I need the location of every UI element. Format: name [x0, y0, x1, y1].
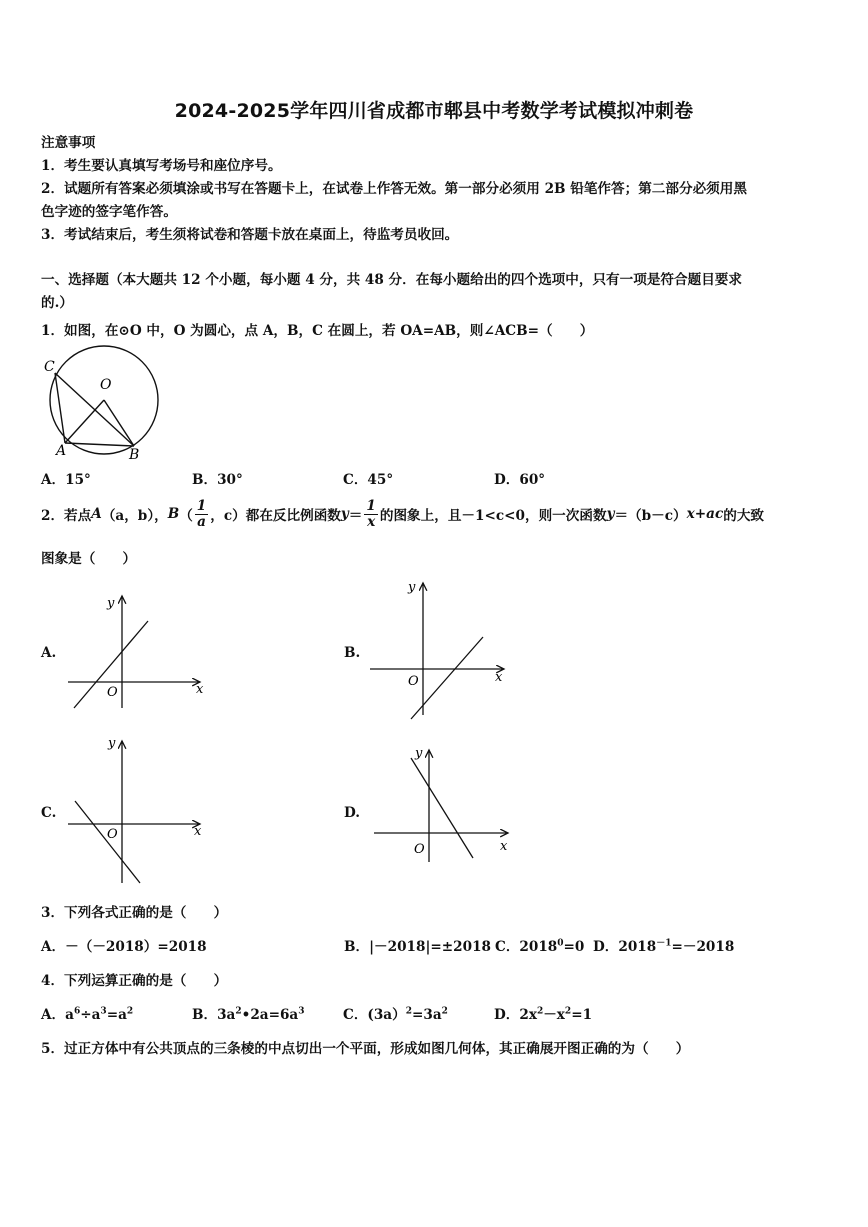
q2-graph-c — [60, 733, 220, 888]
q2-option-b-label: B. — [344, 645, 361, 661]
q2-text-3: （a，b）， — [101, 508, 168, 524]
segment-ca — [55, 373, 65, 443]
q4-option-c — [343, 1003, 448, 1023]
q3-option-c — [495, 935, 584, 955]
q4-d-1: D．2x — [494, 1007, 537, 1023]
notice-item-1: 1．考生要认真填写考场号和座位序号。 — [41, 158, 282, 174]
notice-item-2-cont: 色字迹的签字笔作答。 — [41, 204, 177, 220]
q3-c-base: C．2018 — [495, 939, 558, 955]
origin-label: O — [414, 842, 425, 857]
q2-text-6: ，c）都在反比例函数 — [210, 508, 341, 524]
origin-label: O — [408, 674, 419, 689]
q4-a-3: =a — [106, 1007, 127, 1023]
q4-a-2: ÷a — [80, 1007, 101, 1023]
q3-d-rest: =－2018 — [671, 939, 735, 955]
q4-b-1: B．3a — [192, 1007, 236, 1023]
q2-point-a: A — [91, 506, 102, 522]
q4-c-1: C．(3a） — [343, 1007, 406, 1023]
q4-a-exp2: 3 — [100, 1006, 107, 1017]
q3-c-exp: 0 — [557, 938, 564, 949]
origin-label: O — [107, 827, 118, 842]
q2-point-b: B — [167, 506, 180, 522]
q2-text-5: （ — [179, 508, 193, 524]
q2-fraction-1-over-x — [364, 499, 377, 530]
q4-option-a — [41, 1003, 133, 1023]
y-label: y — [108, 736, 116, 751]
q4-a-exp1: 6 — [73, 1006, 81, 1017]
q2-text-11: ＝（b－c） — [614, 508, 687, 524]
label-c: C — [44, 359, 55, 375]
x-label: x — [495, 670, 503, 685]
q4-c-exp2: 2 — [441, 1006, 448, 1017]
q2-text-9: 的图象上，且－1<c<0，则一次函数 — [379, 508, 607, 524]
q4-d-exp2: 2 — [564, 1006, 572, 1017]
q2-text-1: 2．若点 — [41, 508, 92, 524]
q2-var-y: y — [340, 506, 349, 522]
q2-fraction-1-over-a — [195, 499, 208, 530]
q3-d-base: D．2018 — [593, 939, 657, 955]
q4-b-2: •2a=6a — [241, 1007, 299, 1023]
graph-line — [411, 637, 483, 719]
q4-d-2: －x — [543, 1007, 565, 1023]
frac1-denominator: a — [197, 513, 206, 530]
label-b: B — [129, 447, 140, 461]
page-title: 2024-2025学年四川省成都市郫县中考数学考试模拟冲刺卷 — [174, 100, 694, 122]
q2-stem-cont: 图象是（ ） — [41, 551, 137, 567]
notice-item-3: 3．考试结束后，考生须将试卷和答题卡放在桌面上，待监考员收回。 — [41, 227, 459, 243]
frac1-numerator: 1 — [196, 497, 207, 514]
q1-option-d: D．60° — [494, 472, 546, 488]
q2-option-a-label: A. — [41, 645, 57, 661]
q4-d-3: =1 — [571, 1007, 593, 1023]
q4-a-1: A．a — [41, 1007, 74, 1023]
q1-option-a: A．15° — [41, 472, 91, 488]
q4-option-d — [494, 1003, 592, 1023]
x-label: x — [500, 839, 508, 854]
q1-option-b: B．30° — [192, 472, 243, 488]
q2-stem — [41, 494, 764, 534]
q2-var-y2: y — [606, 506, 615, 522]
q2-expr-xac: x+ac — [686, 506, 724, 522]
q5-stem: 5．过正方体中有公共顶点的三条棱的中点切出一个平面，形成如图几何体，其正确展开图正确的为（ ） — [41, 1041, 690, 1057]
q3-c-rest: =0 — [563, 939, 585, 955]
x-label: x — [196, 682, 204, 697]
label-o: O — [100, 377, 112, 393]
q2-text-13: 的大致 — [723, 508, 765, 524]
frac2-denominator: x — [367, 513, 376, 530]
notice-heading: 注意事项 — [41, 135, 96, 151]
section-heading-cont: 的.） — [41, 295, 73, 311]
q2-graph-d — [362, 742, 522, 867]
y-label: y — [408, 580, 416, 595]
q3-d-exp: －1 — [656, 938, 672, 949]
q4-a-exp3: 2 — [126, 1006, 134, 1017]
q3-stem: 3．下列各式正确的是（ ） — [41, 905, 228, 921]
y-label: y — [107, 596, 115, 611]
q4-b-exp1: 2 — [235, 1006, 242, 1017]
q2-option-d-label: D. — [344, 805, 361, 821]
section-heading: 一、选择题（本大题共 12 个小题，每小题 4 分，共 48 分．在每小题给出的四个选项中，只有一项是符合题目要求 — [41, 272, 742, 288]
q4-c-2: =3a — [411, 1007, 442, 1023]
q4-c-exp1: 2 — [405, 1006, 412, 1017]
graph-line — [75, 801, 140, 883]
label-a: A — [56, 443, 67, 459]
q3-option-d — [593, 935, 734, 955]
q1-option-c: C．45° — [343, 472, 394, 488]
q4-b-exp2: 3 — [298, 1006, 305, 1017]
q4-option-b — [192, 1003, 305, 1023]
q2-eq: ＝ — [348, 508, 363, 524]
q4-stem: 4．下列运算正确的是（ ） — [41, 973, 228, 989]
q2-graph-b — [362, 575, 522, 723]
q2-option-c-label: C. — [41, 805, 57, 821]
q1-circle-figure — [40, 343, 165, 461]
q3-option-a: A．－（－2018）=2018 — [41, 939, 207, 955]
segment-ao — [65, 400, 104, 443]
frac2-numerator: 1 — [366, 497, 376, 514]
q1-stem: 1．如图，在⊙O 中，O 为圆心，点 A，B，C 在圆上，若 OA=AB，则∠ACB=（ ） — [41, 323, 594, 339]
q2-graph-a — [60, 588, 220, 713]
origin-label: O — [107, 685, 118, 700]
q4-d-exp1: 2 — [536, 1006, 544, 1017]
y-label: y — [415, 746, 423, 761]
x-label: x — [194, 824, 202, 839]
notice-item-2: 2．试题所有答案必须填涂或书写在答题卡上，在试卷上作答无效。第一部分必须用 2B 铅笔作答；第二部分必须用黑 — [41, 181, 747, 197]
q3-option-b: B．|－2018|=±2018 — [344, 939, 492, 955]
